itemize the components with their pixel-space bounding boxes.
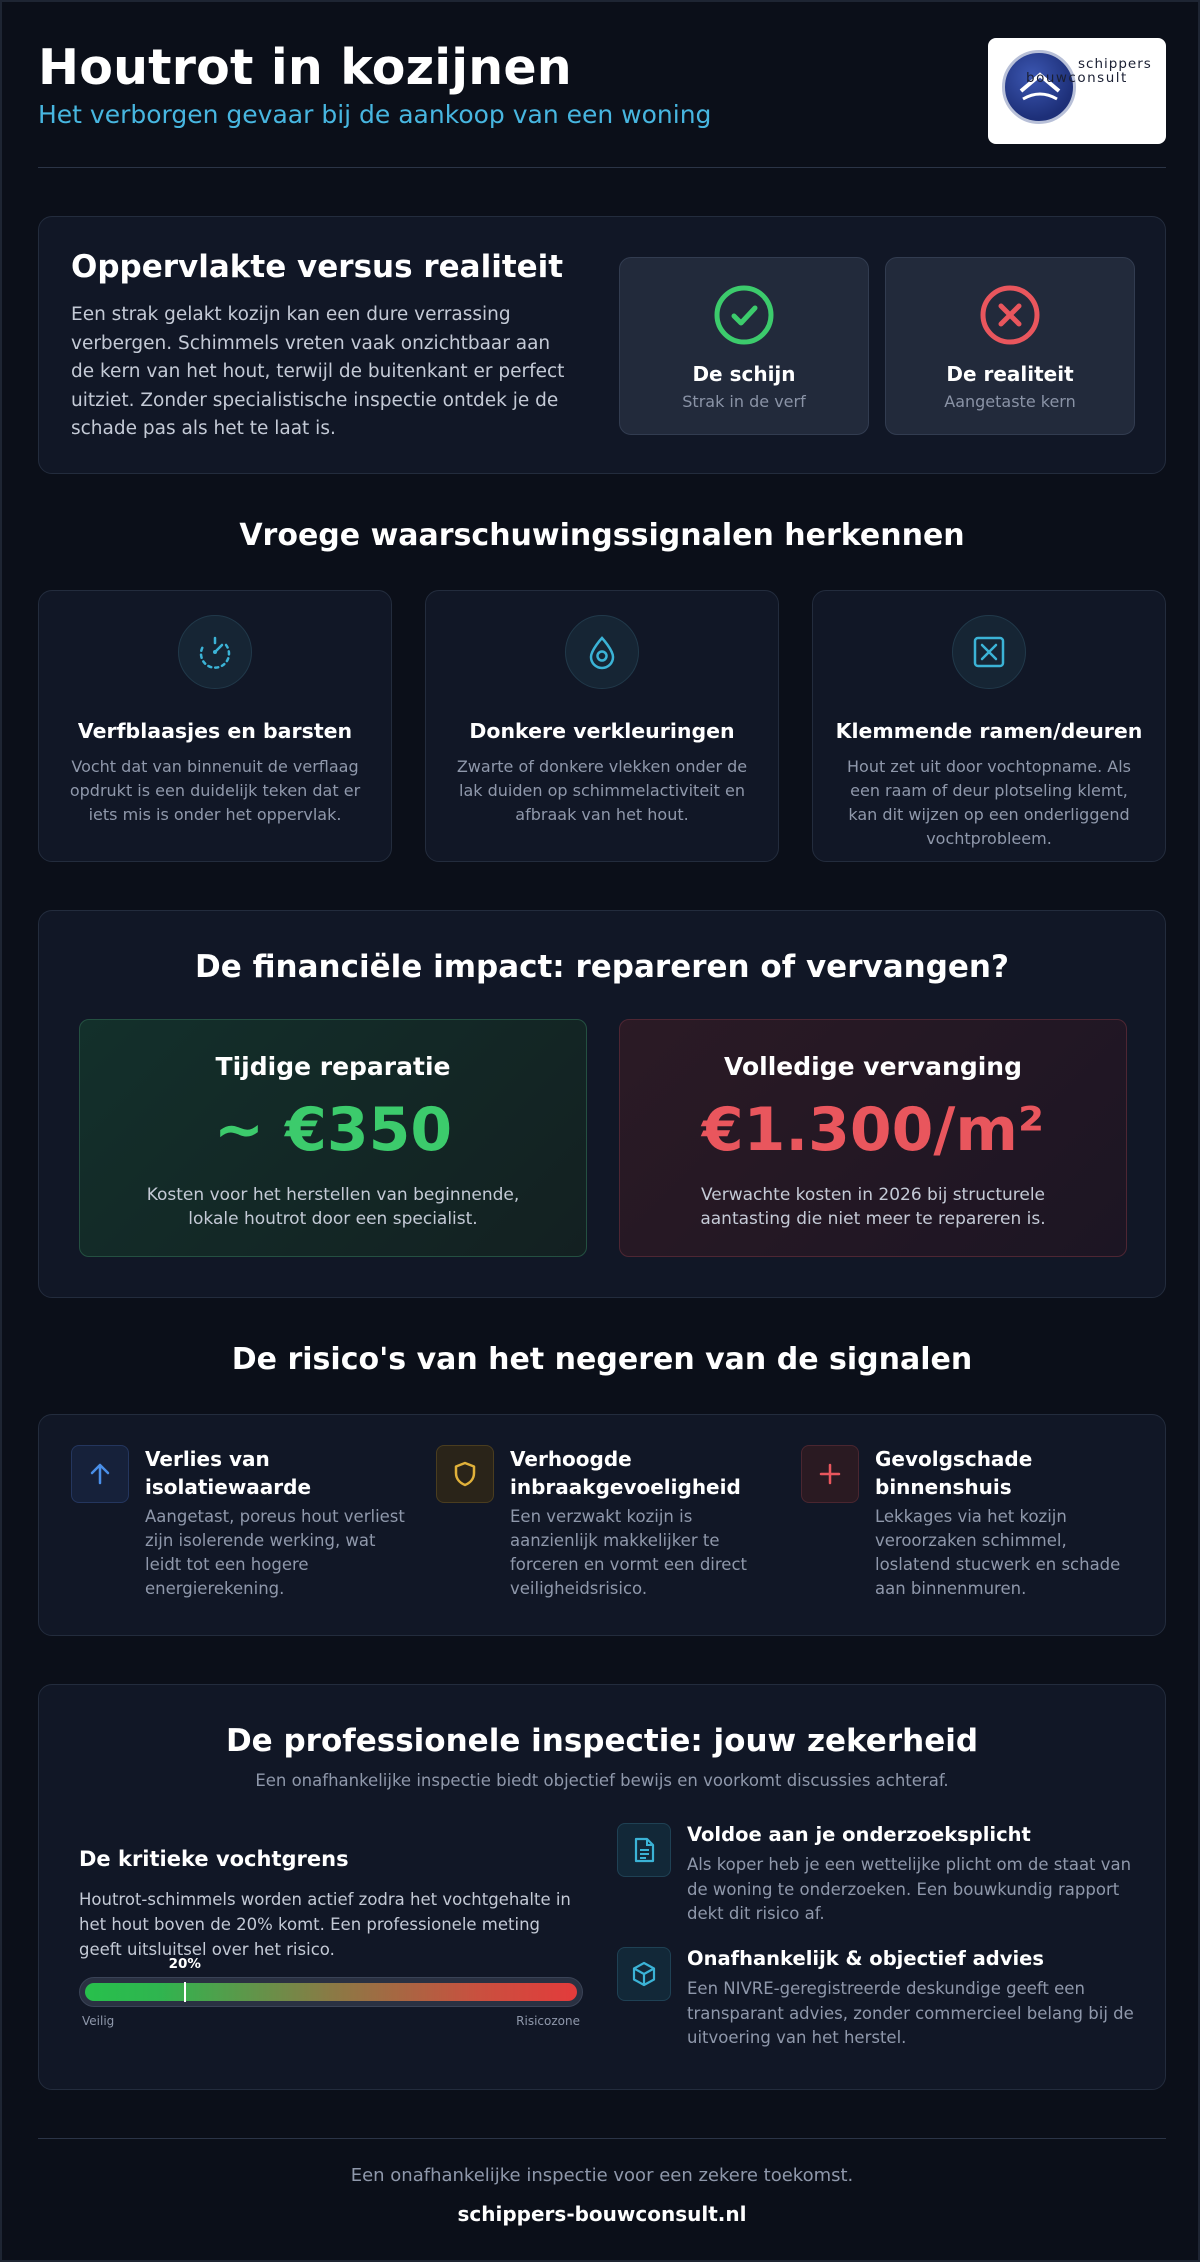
- shield-icon: [436, 1445, 494, 1503]
- repair-cost-card: [79, 1019, 587, 1257]
- moisture-title: De kritieke vochtgrens: [79, 1847, 349, 1871]
- repair-title: Tijdige reparatie: [215, 1052, 451, 1081]
- surface-body: Een strak gelakt kozijn kan een dure verrassing verbergen. Schimmels vreten vaak onzichtbaar aan de kern van het hout, terwijl de buitenkant er perfect uitziet. Zonder specialistische inspectie ontdek je de schade pas als het te laat is.: [71, 304, 565, 439]
- logo-text-bottom: bouwconsult: [1026, 70, 1128, 86]
- inspection-lead: Een onafhankelijke inspectie biedt objectief bewijs en voorkomt discussies achteraf.: [255, 1771, 949, 1790]
- logo-emblem-icon: [1002, 50, 1076, 124]
- signal-desc: Vocht dat van binnenuit de verflaag opdrukt is een duidelijk teken dat er iets mis is onder het oppervlak.: [69, 757, 361, 824]
- appearance-card: [619, 257, 869, 435]
- footer-tagline: Een onafhankelijke inspectie voor een zekere toekomst.: [350, 2165, 854, 2186]
- inspection-section: [38, 1684, 1166, 2090]
- signal-desc: Hout zet uit door vochtopname. Als een raam of deur plotseling klemt, kan dit wijzen op een onderliggend vochtprobleem.: [847, 757, 1131, 848]
- risk-title: Gevolgschade binnenshuis: [875, 1447, 1033, 1499]
- surface-title: Oppervlakte versus realiteit: [71, 249, 564, 285]
- window-x-icon: [952, 615, 1026, 689]
- footer-website-link[interactable]: schippers-bouwconsult.nl: [457, 2202, 747, 2226]
- signals-title: Vroege waarschuwingssignalen herkennen: [239, 518, 965, 553]
- document-icon: [617, 1823, 671, 1877]
- scale-safe-label: Veilig: [82, 2014, 115, 2028]
- inspection-point-desc: Een NIVRE-geregistreerde deskundige geeft een transparant advies, zonder commercieel belang bij de uitvoering van het herstel.: [687, 1979, 1134, 2047]
- replace-desc: Verwachte kosten in 2026 bij structurele aantasting die niet meer te repareren is.: [700, 1185, 1046, 1229]
- inspection-point-title: Onafhankelijk & objectief advies: [687, 1947, 1044, 1970]
- moisture-threshold-marker: [184, 1982, 186, 2002]
- risk-title: Verhoogde inbraakgevoeligheid: [510, 1447, 741, 1499]
- header: [38, 40, 1166, 168]
- financial-title: De financiële impact: repareren of vervangen?: [195, 949, 1009, 985]
- page-title: Houtrot in kozijnen: [38, 39, 572, 96]
- reality-desc: Aangetaste kern: [944, 392, 1076, 411]
- risk-title: Verlies van isolatiewaarde: [145, 1447, 312, 1499]
- logo-text-top: schippers: [1078, 56, 1152, 72]
- plus-icon: [801, 1445, 859, 1503]
- replace-cost-card: [619, 1019, 1127, 1257]
- surface-section: [38, 216, 1166, 474]
- moisture-threshold-label: 20%: [168, 1956, 201, 1972]
- x-circle-icon: [979, 284, 1041, 346]
- moisture-scale-bar: [79, 1956, 583, 2028]
- risks-section: [38, 1414, 1166, 1636]
- signal-desc: Zwarte of donkere vlekken onder de lak duiden op schimmelactiviteit en afbraak van het hout.: [456, 757, 748, 824]
- gauge-icon: [178, 615, 252, 689]
- cube-icon: [617, 1947, 671, 2001]
- risk-desc: Aangetast, poreus hout verliest zijn isolerende werking, wat leidt tot een hogere energierekening.: [145, 1507, 405, 1598]
- moisture-body: Houtrot-schimmels worden actief zodra het vochtgehalte in het hout boven de 20% komt. Een professionele meting geeft uitsluitsel over het risico.: [79, 1890, 571, 1959]
- reality-title: De realiteit: [946, 362, 1074, 386]
- inspection-title: De professionele inspectie: jouw zekerheid: [225, 1723, 979, 1759]
- financial-section: [38, 910, 1166, 1298]
- signal-card: [38, 590, 392, 862]
- signal-title: Verfblaasjes en barsten: [77, 719, 353, 743]
- arrow-up-icon: [71, 1445, 129, 1503]
- replace-value: €1.300/m²: [701, 1095, 1045, 1165]
- appearance-desc: Strak in de verf: [682, 392, 806, 411]
- inspection-point-desc: Als koper heb je een wettelijke plicht om de staat van de woning te onderzoeken. Een bouwkundig rapport dekt dit risico af.: [687, 1855, 1132, 1923]
- risks-title: De risico's van het negeren van de signalen: [231, 1342, 973, 1377]
- scale-risk-label: Risicozone: [516, 2014, 580, 2028]
- repair-value: ~ €350: [213, 1095, 453, 1165]
- risk-desc: Een verzwakt kozijn is aanzienlijk makkelijker te forceren en vormt een direct veiligheidsrisico.: [510, 1507, 747, 1598]
- repair-desc: Kosten voor het herstellen van beginnende, lokale houtrot door een specialist.: [146, 1185, 520, 1229]
- signal-card: [812, 590, 1166, 862]
- signal-title: Donkere verkleuringen: [469, 719, 735, 743]
- check-circle-icon: [713, 284, 775, 346]
- risk-desc: Lekkages via het kozijn veroorzaken schimmel, loslatend stucwerk en schade aan binnenmuren.: [875, 1507, 1121, 1598]
- moisture-scale-gradient: [85, 1983, 577, 2001]
- replace-title: Volledige vervanging: [724, 1052, 1022, 1081]
- company-logo: [988, 38, 1166, 144]
- signal-title: Klemmende ramen/deuren: [835, 719, 1143, 743]
- appearance-title: De schijn: [692, 362, 796, 386]
- footer: [38, 2138, 1166, 2226]
- page-subtitle: Het verborgen gevaar bij de aankoop van een woning: [38, 100, 712, 129]
- droplet-icon: [565, 615, 639, 689]
- signal-card: [425, 590, 779, 862]
- reality-card: [885, 257, 1135, 435]
- inspection-point-title: Voldoe aan je onderzoeksplicht: [687, 1823, 1031, 1846]
